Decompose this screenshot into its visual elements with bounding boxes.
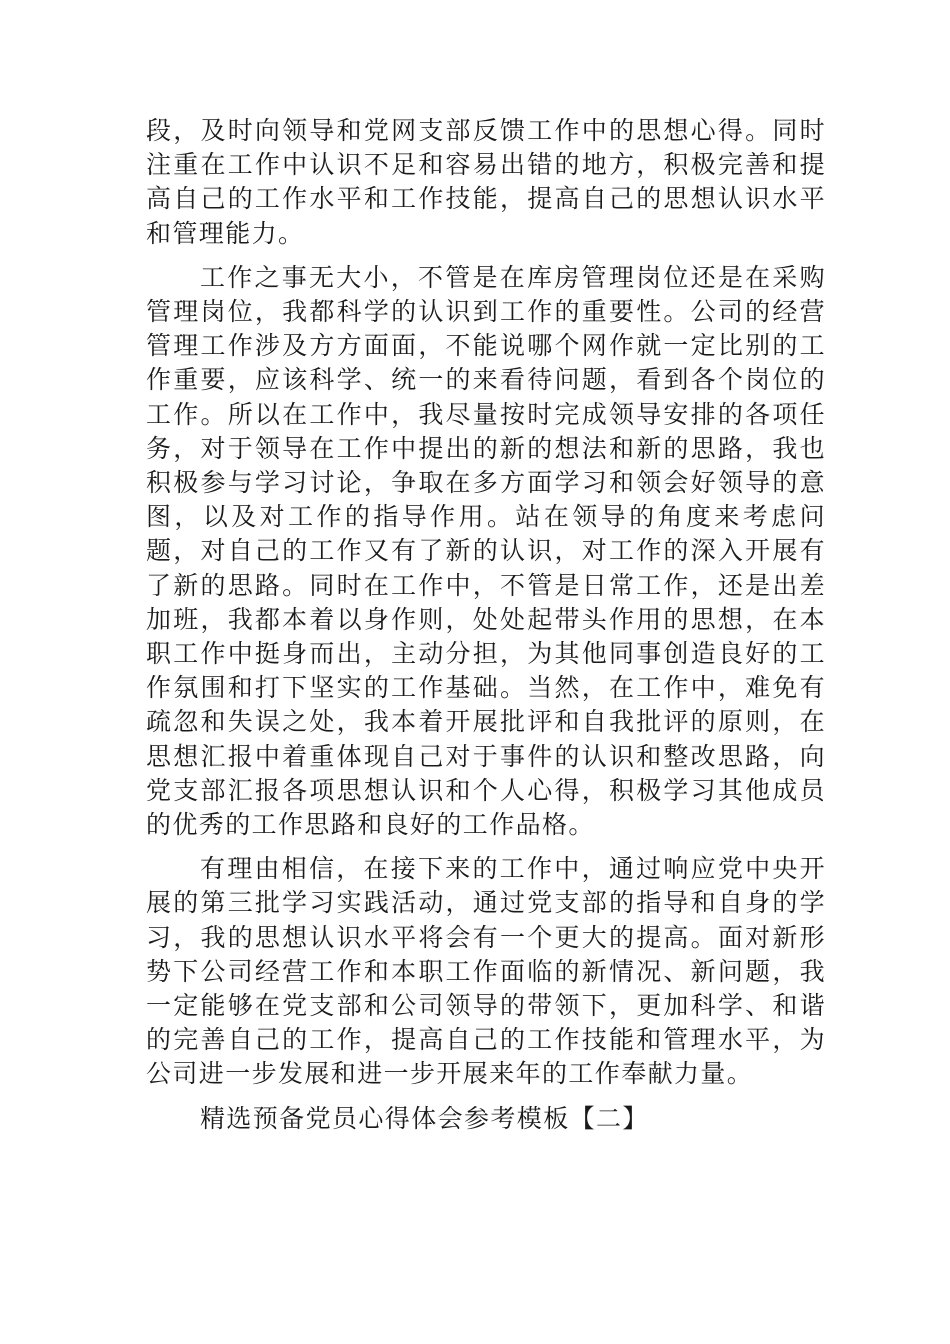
paragraph-continuation: 段，及时向领导和党网支部反馈工作中的思想心得。同时注重在工作中认识不足和容易出错的地方，积极完善和提高自己的工作水平和工作技能，提高自己的思想认识水平和管理能力。 <box>146 116 826 248</box>
document-body <box>146 114 826 1136</box>
paragraph-work-attitude: 工作之事无大小，不管是在库房管理岗位还是在采购管理岗位，我都科学的认识到工作的重要性。公司的经营管理工作涉及方方面面，不能说哪个网作就一定比别的工作重要，应该科学、统一的来看待问题，看到各个岗位的工作。所以在工作中，我尽量按时完成领导安排的各项任务，对于领导在工作中提出的新的想法和新的思路，我也积极参与学习讨论，争取在多方面学习和领会好领导的意图，以及对工作的指导作用。站在领导的角度来考虑问题，对自己的工作又有了新的认识，对工作的深入开展有了新的思路。同时在工作中，不管是日常工作，还是出差加班，我都本着以身作则，处处起带头作用的思想，在本职工作中挺身而出，主动分担，为其他同事创造良好的工作氛围和打下坚实的工作基础。当然，在工作中，难免有疏忽和失误之处，我本着开展批评和自我批评的原则，在思想汇报中着重体现自己对于事件的认识和整改思路，向党支部汇报各项思想认识和个人心得，积极学习其他成员的优秀的工作思路和良好的工作品格。 <box>146 262 826 840</box>
paragraph-outlook: 有理由相信，在接下来的工作中，通过响应党中央开展的第三批学习实践活动，通过党支部的指导和自身的学习，我的思想认识水平将会有一个更大的提高。面对新形势下公司经营工作和本职工作面临的新情况、新问题，我一定能够在党支部和公司领导的带领下，更加科学、和谐的完善自己的工作，提高自己的工作技能和管理水平，为公司进一步发展和进一步开展来年的工作奉献力量。 <box>146 854 826 1089</box>
section-heading: 精选预备党员心得体会参考模板【二】 <box>200 1103 649 1133</box>
